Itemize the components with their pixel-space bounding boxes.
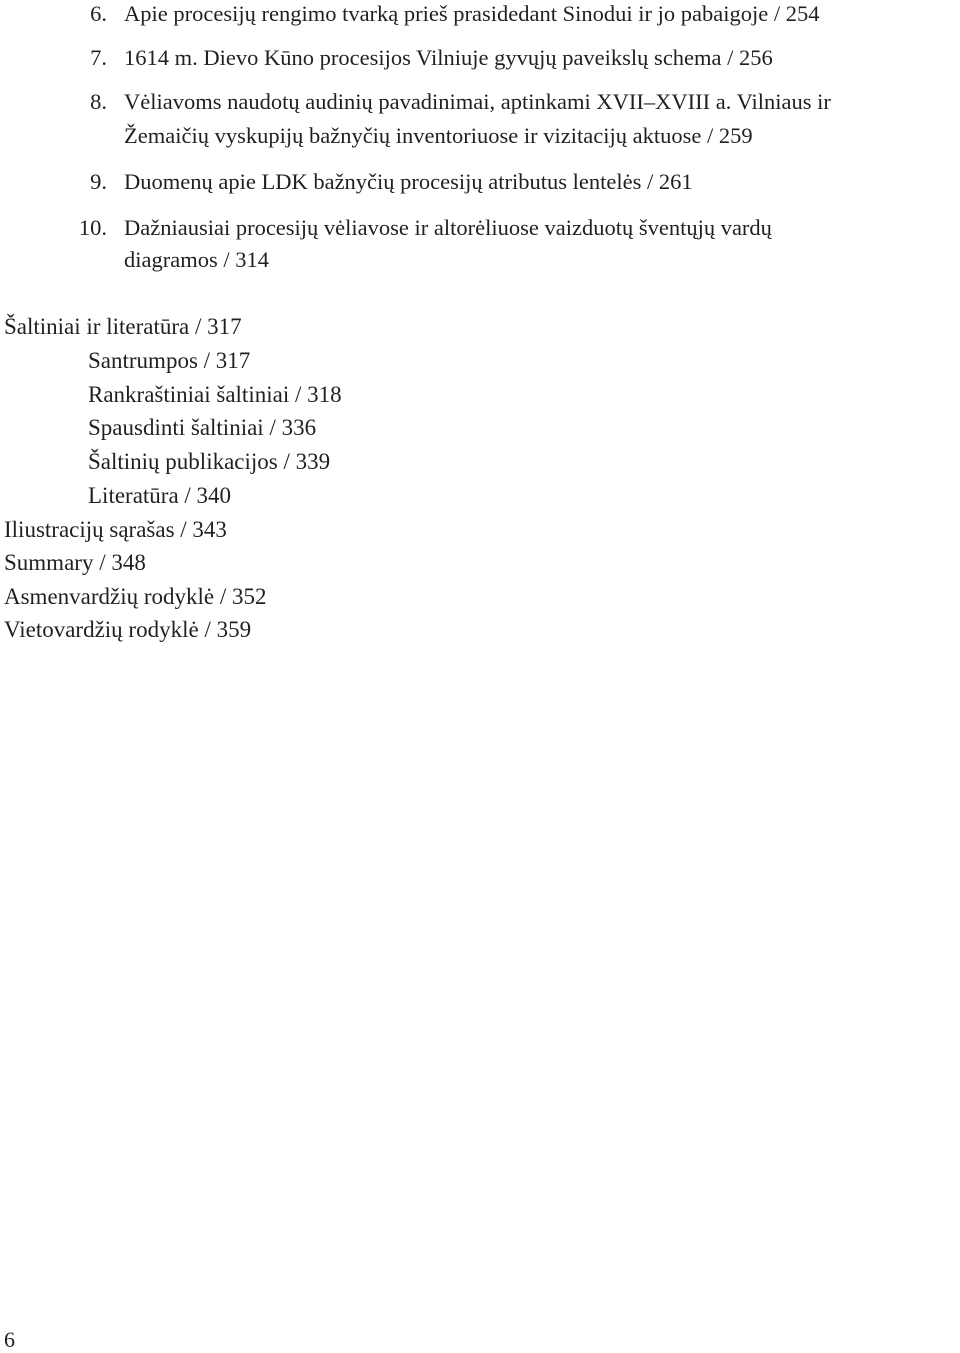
back-matter-item: Asmenvardžių rodyklė / 352	[4, 584, 267, 609]
item-number: 8.	[90, 89, 107, 114]
sources-subitem: Spausdinti šaltiniai / 336	[88, 415, 317, 440]
back-matter-item: Iliustracijų sąrašas / 343	[4, 517, 227, 542]
item-number: 6.	[90, 1, 107, 26]
back-matter-item: Vietovardžių rodyklė / 359	[4, 617, 252, 642]
sources-subitem: Literatūra / 340	[88, 483, 232, 508]
item-text: Vėliavoms naudotų audinių pavadinimai, aptinkami XVII–XVIII a. Vilniaus ir	[124, 89, 831, 114]
item-number: 10.	[78, 215, 107, 240]
item-text: Apie procesijų rengimo tvarką prieš prasidedant Sinodui ir jo pabaigoje / 254	[124, 1, 820, 26]
sources-heading: Šaltiniai ir literatūra / 317	[4, 314, 242, 339]
item-text: Duomenų apie LDK bažnyčių procesijų atributus lentelės / 261	[124, 169, 693, 194]
item-text: 1614 m. Dievo Kūno procesijos Vilniuje gyvųjų paveikslų schema / 256	[124, 45, 773, 70]
sources-subitem: Santrumpos / 317	[88, 348, 251, 373]
item-text-continuation: diagramos / 314	[124, 247, 269, 272]
item-number: 7.	[90, 45, 107, 70]
sources-subitem: Šaltinių publikacijos / 339	[88, 449, 331, 474]
item-text: Dažniausiai procesijų vėliavose ir altorėliuose vaizduotų šventųjų vardų	[124, 215, 772, 240]
sources-subitem: Rankraštiniai šaltiniai / 318	[88, 382, 342, 407]
item-text-continuation: Žemaičių vyskupijų bažnyčių inventoriuose ir vizitacijų aktuose / 259	[124, 123, 753, 148]
item-number: 9.	[90, 169, 107, 194]
back-matter-item: Summary / 348	[4, 550, 146, 575]
page-number: 6	[4, 1327, 15, 1352]
